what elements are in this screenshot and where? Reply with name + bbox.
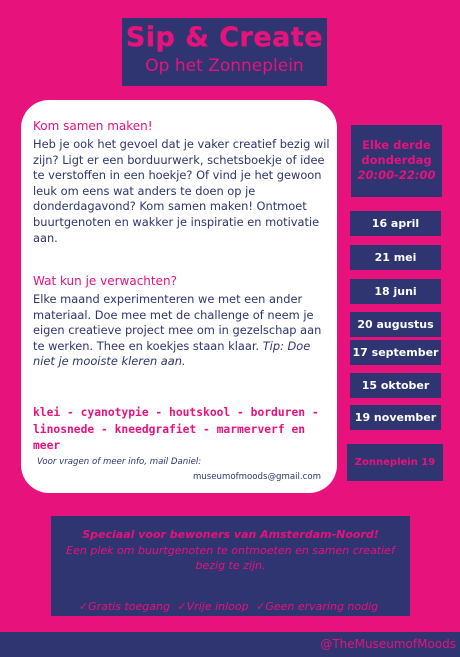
event-subtitle: Op het Zonneplein <box>145 56 304 76</box>
date-badge: 21 mei <box>350 245 441 270</box>
expect-paragraph <box>33 292 333 370</box>
date-badge: 19 november <box>350 405 441 430</box>
location-badge: Zonneplein 19 <box>347 444 443 481</box>
date-badge: 20 augustus <box>350 312 441 337</box>
tip-text: Tip: Doe niet je mooiste kleren aan. <box>33 338 311 369</box>
perks-list <box>51 600 410 613</box>
schedule-line1: Elke derde <box>362 138 431 152</box>
perk-item: Vrije inloop <box>186 600 249 613</box>
bottom-panel <box>51 516 410 616</box>
check-icon: ✓ <box>78 600 89 613</box>
perk-item: Gratis toegang <box>88 600 170 613</box>
heading-kom-samen: Kom samen maken! <box>33 119 153 133</box>
social-handle: @TheMuseumofMoods <box>320 637 456 651</box>
materials-list: klei - cyanotypie - houtskool - borduren - linosnede - kneedgrafiet - marmerverf en meer <box>33 406 319 452</box>
heading-verwachten: Wat kun je verwachten? <box>33 274 177 288</box>
check-icon: ✓ <box>256 600 266 613</box>
info-card <box>21 100 337 493</box>
perk-item: Geen ervaring nodig <box>265 600 379 613</box>
check-icon: ✓ <box>177 600 187 613</box>
contact-line: Voor vragen of meer info, mail Daniel: <box>37 457 202 467</box>
date-badge: 18 juni <box>350 279 441 304</box>
date-badge: 17 september <box>350 340 441 365</box>
date-badge: 16 april <box>350 211 441 236</box>
schedule-line2: donderdag <box>361 153 432 167</box>
bottom-title: Speciaal voor bewoners van Amsterdam-Noord! <box>82 528 379 541</box>
expect-text: Elke maand experimenteren we met een ander materiaal. Doe mee met de challenge of neem je eigen creatieve project mee om in gezelschap aan te werken. Thee en koekjes staan klaar. <box>33 292 322 353</box>
date-badge: 15 oktober <box>350 373 441 398</box>
schedule-box <box>351 125 442 197</box>
event-title: Sip & Create <box>125 22 324 53</box>
contact-email: museumofmoods@gmail.com <box>192 472 321 482</box>
bottom-subtitle: Een plek om buurtgenoten te ontmoeten en samen creatief bezig te zijn. <box>66 544 395 572</box>
footer-bar <box>0 632 460 657</box>
header-banner <box>122 18 327 86</box>
schedule-time: 20:00-22:00 <box>357 168 436 182</box>
intro-paragraph: Heb je ook het gevoel dat je vaker creatief bezig wil zijn? Ligt er een borduurwerk, schetsboekje of idee te verstoffen in een hoekje? Of vind je het gewoon leuk om eens wat anders te doen op je donderdagavond? Kom samen maken! Ontmoet buurtgenoten en wakker je inspiratie en motivatie aan. <box>33 137 330 245</box>
